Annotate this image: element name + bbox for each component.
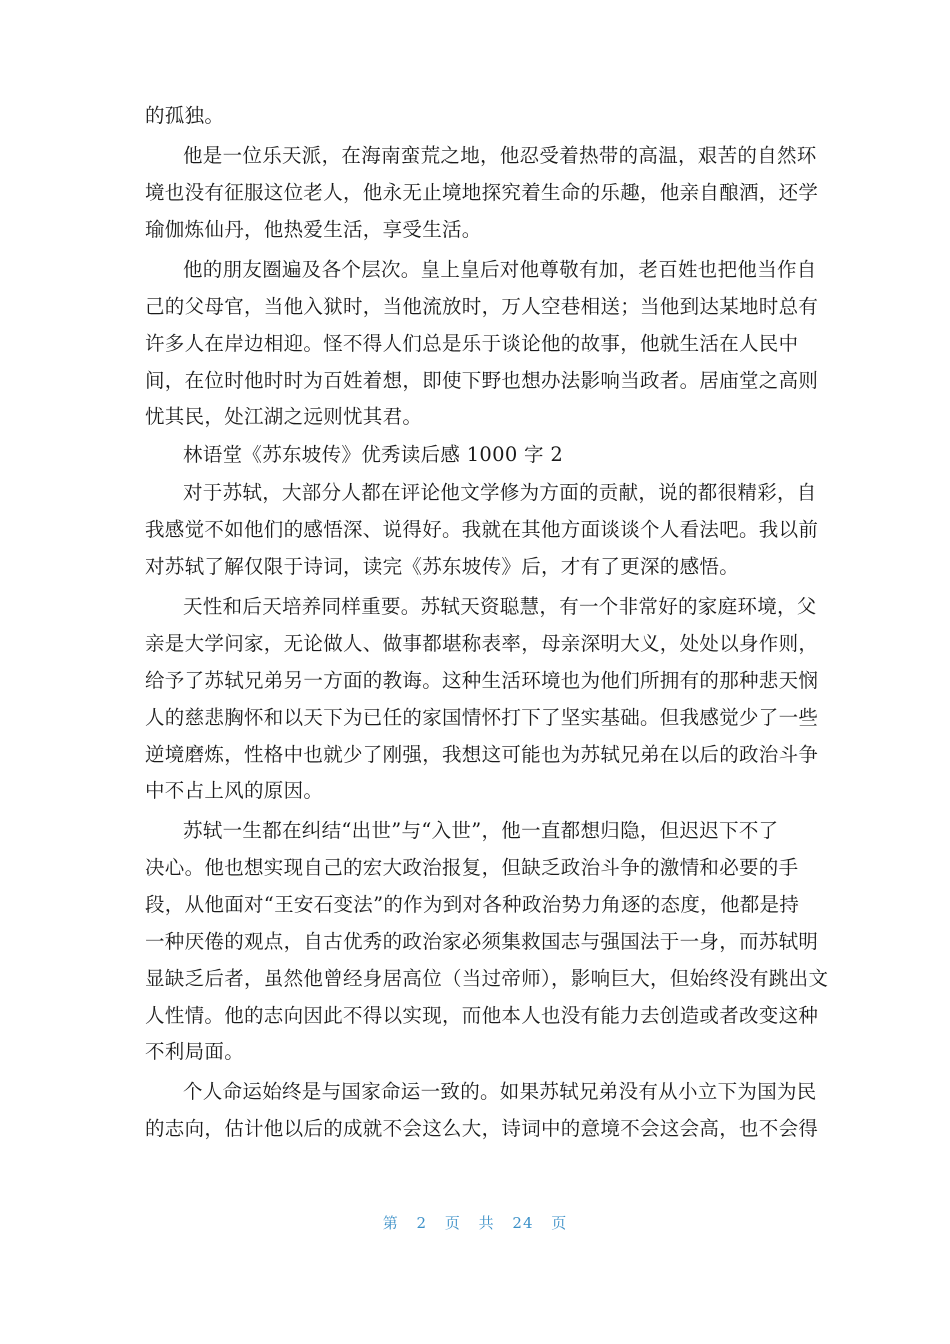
paragraph-start: 他是一位乐天派，在海南蛮荒之地，他忍受着热带的高温，艰苦的自然环 [183,144,817,167]
paragraph-start: 个人命运始终是与国家命运一致的。如果苏轼兄弟没有从小立下为国为民 [183,1080,817,1103]
text-line: 人性情。他的志向因此不得以实现，而他本人也没有能力去创造或者改变这种 [145,1004,819,1027]
footer-word: 共 [478,1214,495,1232]
footer-word: 页 [444,1214,461,1232]
text-line: 境也没有征服这位老人，他永无止境地探究着生命的乐趣，他亲自酿酒，还学 [145,181,819,204]
paragraph-start: 天性和后天培养同样重要。苏轼天资聪慧，有一个非常好的家庭环境，父 [183,595,817,618]
page-footer [0,1212,950,1233]
footer-word: 第 [382,1214,399,1232]
total-page-count: 24 [512,1214,534,1232]
text-line: 间，在位时他时时为百姓着想，即使下野也想办法影响当政者。居庙堂之高则 [145,369,819,392]
text-line: 显缺乏后者，虽然他曾经身居高位（当过帝师），影响巨大，但始终没有跳出文 [145,967,829,990]
text-line: 不利局面。 [145,1040,245,1063]
text-line: 己的父母官，当他入狱时，当他流放时，万人空巷相送；当他到达某地时总有 [145,295,819,318]
text-line: 我感觉不如他们的感悟深、说得好。我就在其他方面谈谈个人看法吧。我以前 [145,518,819,541]
text-line: 中不占上风的原因。 [145,779,324,802]
text-line: 的志向，估计他以后的成就不会这么大，诗词中的意境不会这会高，也不会得 [145,1117,819,1140]
text-line: 段，从他面对“王安石变法”的作为到对各种政治势力角逐的态度，他都是持 [145,893,800,916]
text-line: 忧其民，处江湖之远则忧其君。 [145,405,423,428]
text-line: 对苏轼了解仅限于诗词，读完《苏东坡传》后，才有了更深的感悟。 [145,555,740,578]
paragraph-start: 对于苏轼，大部分人都在评论他文学修为方面的贡献，说的都很精彩，自 [183,481,817,504]
paragraph-start: 苏轼一生都在纠结“出世”与“入世”，他一直都想归隐，但迟迟下不了 [183,819,779,842]
text-line: 的孤独。 [145,104,225,127]
section-heading: 林语堂《苏东坡传》优秀读后感 1000 字 2 [183,443,564,466]
text-line: 给予了苏轼兄弟另一方面的教诲。这种生活环境也为他们所拥有的那种悲天悯 [145,669,819,692]
text-line: 逆境磨炼，性格中也就少了刚强，我想这可能也为苏轼兄弟在以后的政治斗争 [145,743,819,766]
text-line: 一种厌倦的观点，自古优秀的政治家必须集救国志与强国法于一身，而苏轼明 [145,930,819,953]
footer-word: 页 [551,1214,568,1232]
text-line: 亲是大学问家，无论做人、做事都堪称表率，母亲深明大义，处处以身作则， [145,632,819,655]
paragraph-start: 他的朋友圈遍及各个层次。皇上皇后对他尊敬有加，老百姓也把他当作自 [183,258,817,281]
text-line: 人的慈悲胸怀和以天下为已任的家国情怀打下了坚实基础。但我感觉少了一些 [145,706,819,729]
text-line: 许多人在岸边相迎。怪不得人们总是乐于谈论他的故事，他就生活在人民中 [145,332,799,355]
current-page-number: 2 [416,1214,428,1232]
text-line: 瑜伽炼仙丹，他热爱生活，享受生活。 [145,218,482,241]
text-line: 决心。他也想实现自己的宏大政治报复，但缺乏政治斗争的激情和必要的手 [145,856,799,879]
